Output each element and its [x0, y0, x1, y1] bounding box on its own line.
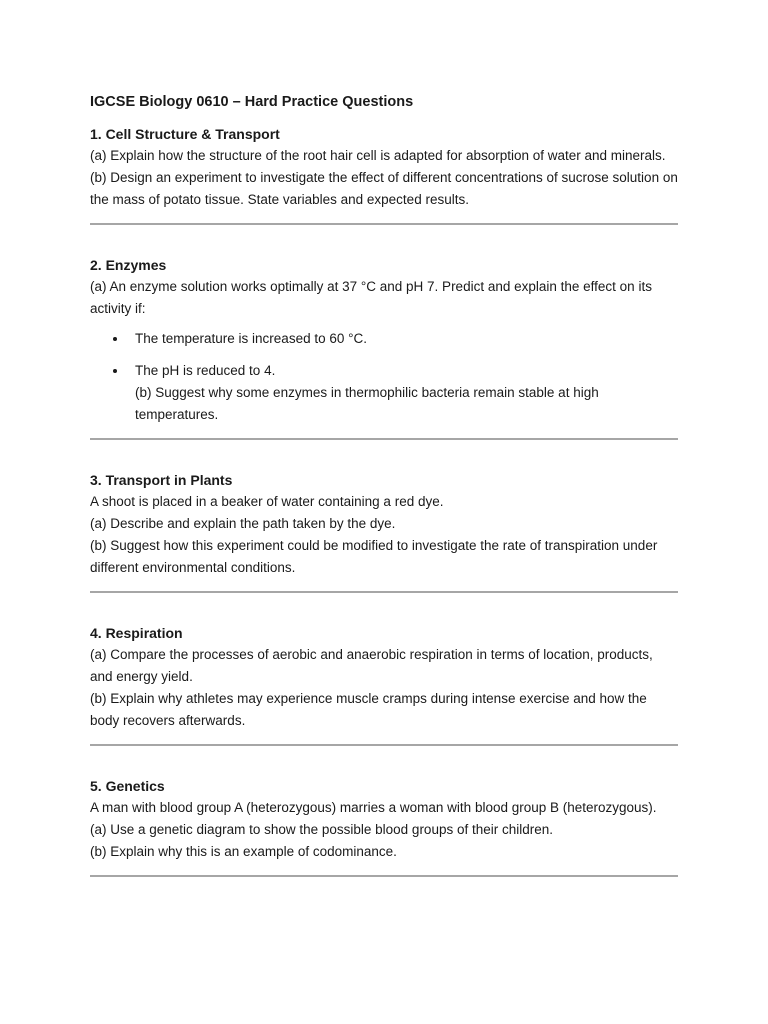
bullet-list — [90, 328, 678, 426]
section-transport-in-plants — [90, 469, 678, 579]
document-title: IGCSE Biology 0610 – Hard Practice Questions — [90, 94, 414, 110]
section-heading: 1. Cell Structure & Transport — [90, 126, 280, 142]
bullet-icon — [113, 369, 117, 373]
question-part-b: (b) Design an experiment to investigate the effect of different concentrations of sucrose solution on the mass of potato tissue. State variables and expected results. — [90, 170, 678, 207]
question-part-b: (b) Suggest how this experiment could be modified to investigate the rate of transpiration under different environmental conditions. — [90, 538, 658, 575]
question-part-b: (b) Suggest why some enzymes in thermophilic bacteria remain stable at high temperatures. — [135, 385, 599, 422]
list-item-text: The temperature is increased to 60 °C. — [135, 331, 368, 346]
question-part-a: (a) An enzyme solution works optimally at 37 °C and pH 7. Predict and explain the effect on its activity if: — [90, 279, 652, 316]
question-part-a: (a) Explain how the structure of the root hair cell is adapted for absorption of water and minerals. — [90, 148, 666, 163]
section-heading: 4. Respiration — [90, 625, 183, 641]
question-part-b: (b) Explain why this is an example of codominance. — [90, 844, 397, 859]
question-part-a: (a) Use a genetic diagram to show the possible blood groups of their children. — [90, 822, 554, 837]
question-stem: A man with blood group A (heterozygous) marries a woman with blood group B (heterozygous). — [90, 800, 657, 815]
section-cell-structure — [90, 123, 678, 211]
bullet-icon — [113, 337, 117, 341]
section-respiration — [90, 622, 678, 732]
section-divider — [90, 223, 678, 225]
question-part-a: (a) Compare the processes of aerobic and anaerobic respiration in terms of location, products, and energy yield. — [90, 647, 653, 684]
list-item — [135, 360, 678, 426]
section-genetics — [90, 775, 678, 863]
section-divider — [90, 591, 678, 593]
section-heading: 3. Transport in Plants — [90, 472, 233, 488]
section-enzymes — [90, 254, 678, 426]
list-item-text: The pH is reduced to 4. — [135, 363, 276, 378]
section-heading: 2. Enzymes — [90, 257, 167, 273]
question-part-b: (b) Explain why athletes may experience muscle cramps during intense exercise and how the body recovers afterwards. — [90, 691, 647, 728]
section-divider — [90, 438, 678, 440]
section-divider — [90, 744, 678, 746]
question-stem: A shoot is placed in a beaker of water containing a red dye. — [90, 494, 444, 509]
list-item — [135, 328, 678, 350]
section-heading: 5. Genetics — [90, 778, 165, 794]
question-part-a: (a) Describe and explain the path taken by the dye. — [90, 516, 396, 531]
section-divider — [90, 875, 678, 877]
